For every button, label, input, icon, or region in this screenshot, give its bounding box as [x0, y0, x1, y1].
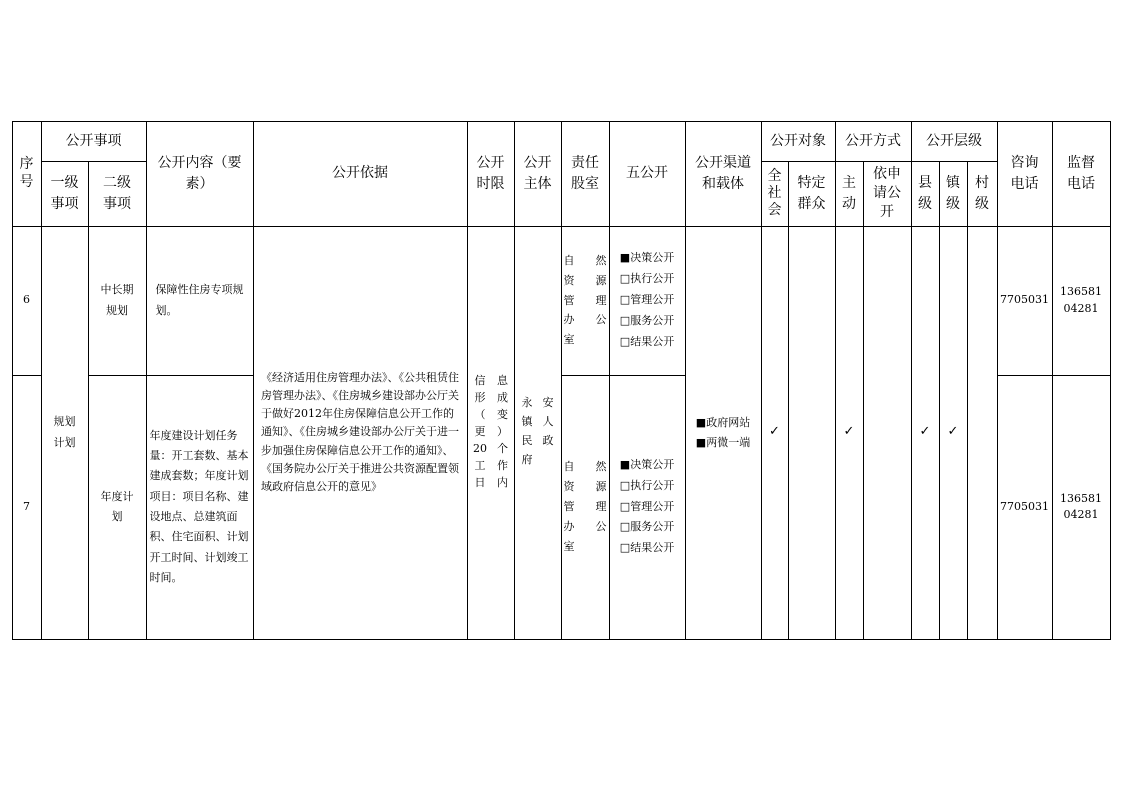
header-five-text: 五公开 [626, 165, 668, 181]
channel-weibo-wechat-app: ■两微一端 [695, 435, 751, 449]
row-7-dept-char: 办 [563, 519, 575, 533]
check-mark-icon: ✓ [947, 424, 959, 440]
row-6-dept-char: 公 [595, 313, 607, 327]
merged-channel [685, 226, 761, 639]
row-6-five-item: ■决策公开 [619, 251, 675, 265]
row-6-dept-char: 源 [595, 273, 607, 287]
row-7-dept-char: 资 [563, 480, 575, 494]
header-tier-text: 公开层级 [926, 132, 982, 149]
merged-time-limit-text [473, 373, 508, 492]
time-limit-char: 成 [497, 391, 508, 404]
subject-char: 人 [542, 414, 554, 428]
header-target [761, 121, 835, 161]
row-7-dept-char: 然 [595, 460, 607, 474]
header-time-limit [467, 121, 514, 226]
row-6-supervise [1052, 226, 1110, 375]
check-tier-town [939, 226, 967, 639]
row-6-dept-char: 资 [563, 273, 575, 287]
header-five [609, 121, 685, 226]
header-consult [997, 121, 1052, 226]
row-7-level2 [88, 375, 146, 639]
header-basis [253, 121, 467, 226]
row-6-five-item: □结果公开 [619, 334, 675, 348]
check-target-all [761, 226, 788, 639]
row-7-dept-char: 管 [563, 500, 575, 514]
header-seq [12, 121, 41, 226]
row-7-seq [12, 375, 41, 639]
row-6-five-item: □服务公开 [619, 313, 675, 327]
header-supervise-text: 监督电话 [1067, 154, 1095, 192]
header-level1-text: 一级事项 [50, 174, 79, 212]
header-target-specific [788, 161, 835, 226]
header-content [146, 121, 253, 226]
check-tier-county [911, 226, 939, 639]
header-content-text: 公开内容（要素） [157, 154, 242, 192]
header-matter-text: 公开事项 [65, 132, 122, 149]
header-level1 [41, 161, 88, 226]
time-limit-char: 更 [474, 425, 486, 438]
row-6-five-item: □管理公开 [619, 293, 675, 307]
row-7-five-item: □执行公开 [619, 478, 675, 492]
time-limit-char: 日 [474, 476, 486, 489]
header-level2-text: 二级事项 [103, 174, 131, 212]
header-tier-town-text: 镇级 [946, 174, 960, 212]
subject-char: 安 [542, 395, 554, 409]
time-limit-char: 作 [497, 459, 508, 472]
check-method-active [835, 226, 863, 639]
row-7-dept-char: 自 [563, 460, 575, 474]
merged-level1-text: 规划计划 [53, 415, 76, 449]
header-tier [911, 121, 997, 161]
subject-char: 府 [521, 452, 533, 466]
row-7-dept [561, 375, 609, 639]
header-method-request-text: 依申请公开 [873, 166, 901, 220]
check-mark-icon: ✓ [769, 424, 780, 440]
merged-basis-text: 《经济适用住房管理办法》、《公共租赁住房管理办法》、《住房城乡建设部办公厅关于做好2012年住房保障信息公开工作的通知》、《住房城乡建设部办公厅关于进一步加强住房保障信息公开工作的通知》、《国务院办公厅关于推进公共资源配置领域政府信息公开的意见》 [261, 371, 459, 493]
header-tier-county [911, 161, 939, 226]
merged-time-limit [467, 226, 514, 639]
row-6-dept-char: 办 [563, 313, 575, 327]
merged-basis [253, 226, 467, 639]
time-limit-char: 个 [497, 442, 508, 455]
row-6-supervise-phone: 13658104281 [1060, 285, 1102, 315]
row-7-five-item: ■决策公开 [619, 457, 675, 471]
row-6-five [609, 226, 685, 375]
row-7-five-item: □服务公开 [619, 520, 675, 534]
header-dept-text: 责任股室 [571, 154, 599, 192]
merged-level1 [41, 226, 88, 639]
header-level2 [88, 161, 146, 226]
check-mark-icon: ✓ [919, 424, 931, 440]
time-limit-char: ） [497, 425, 508, 438]
row-7-content-text: 年度建设计划任务量：开工套数、基本建成套数；年度计划项目：项目名称、建设地点、总建筑面积、住宅面积、计划开工时间、计划竣工时间。 [149, 428, 249, 585]
row-6-level2 [88, 226, 146, 375]
row-7-dept-char: 公 [595, 519, 607, 533]
row-6-seq-text: 6 [23, 293, 30, 307]
row-6-consult-phone: 7705031 [1000, 293, 1049, 307]
header-time-limit-text: 公开时限 [476, 154, 505, 192]
header-tier-village-text: 村级 [975, 174, 989, 212]
row-6-content [146, 226, 253, 375]
row-6-level2-text: 中长期规划 [100, 283, 134, 317]
header-dept [561, 121, 609, 226]
header-tier-county-text: 县级 [918, 174, 932, 212]
time-limit-char: 内 [497, 476, 508, 489]
time-limit-char: （ [474, 408, 486, 421]
header-method-active [835, 161, 863, 226]
channel-website: ■政府网站 [695, 415, 751, 429]
row-6-dept-char: 然 [595, 253, 607, 267]
subject-char: 民 [521, 433, 533, 447]
header-seq-text: 序号 [19, 156, 34, 190]
time-limit-char: 20 [473, 442, 487, 455]
row-6-dept-char: 理 [595, 293, 607, 307]
row-7-five [609, 375, 685, 639]
subject-char: 镇 [521, 414, 533, 428]
time-limit-char: 形 [474, 391, 486, 404]
header-basis-text: 公开依据 [332, 165, 388, 181]
time-limit-char: 息 [497, 374, 508, 387]
row-7-dept-char: 理 [595, 500, 607, 514]
row-6-dept-char: 管 [563, 293, 575, 307]
row-7-supervise-phone: 13658104281 [1060, 491, 1102, 521]
header-target-all-text: 全社会 [767, 168, 782, 218]
row-6-dept-char: 室 [563, 333, 575, 347]
time-limit-char: 变 [497, 408, 508, 421]
header-method-active-text: 主动 [842, 174, 856, 212]
header-method-request [863, 161, 911, 226]
row-7-level2-text: 年度计划 [100, 489, 134, 523]
row-7-consult [997, 375, 1052, 639]
header-target-text: 公开对象 [770, 132, 826, 149]
header-subject [514, 121, 561, 226]
header-channel-text: 公开渠道和载体 [695, 154, 751, 192]
row-7-five-item: □结果公开 [619, 541, 675, 555]
time-limit-char: 工 [474, 459, 486, 472]
row-7-seq-text: 7 [23, 499, 30, 513]
row-7-supervise [1052, 375, 1110, 639]
row-7-dept-char: 室 [563, 539, 575, 553]
header-consult-text: 咨询电话 [1010, 154, 1039, 192]
merged-subject-text [522, 395, 554, 471]
header-method-text: 公开方式 [845, 132, 901, 149]
row-6-dept-text [560, 253, 610, 349]
header-supervise [1052, 121, 1110, 226]
row-7-dept-text [560, 459, 610, 555]
header-target-specific-text: 特定群众 [797, 174, 826, 212]
row-7-dept-char: 源 [595, 480, 607, 494]
row-6-consult [997, 226, 1052, 375]
header-channel [685, 121, 761, 226]
header-target-all [761, 161, 788, 226]
check-mark-icon: ✓ [843, 424, 855, 440]
header-matter [41, 121, 146, 161]
time-limit-char: 信 [474, 374, 486, 387]
header-method [835, 121, 911, 161]
header-tier-town [939, 161, 967, 226]
subject-char: 永 [521, 395, 533, 409]
row-6-five-item: □执行公开 [619, 272, 675, 286]
row-7-consult-phone: 7705031 [1000, 499, 1049, 513]
header-tier-village [967, 161, 997, 226]
row-6-seq [12, 226, 41, 375]
header-subject-text: 公开主体 [523, 154, 552, 192]
subject-char: 政 [542, 433, 554, 447]
row-7-five-item: □管理公开 [619, 499, 675, 513]
row-6-content-text: 保障性住房专项规划。 [155, 283, 244, 317]
row-7-content [146, 375, 253, 639]
row-6-dept-char: 自 [563, 253, 575, 267]
merged-subject [514, 226, 561, 639]
row-6-dept [561, 226, 609, 375]
